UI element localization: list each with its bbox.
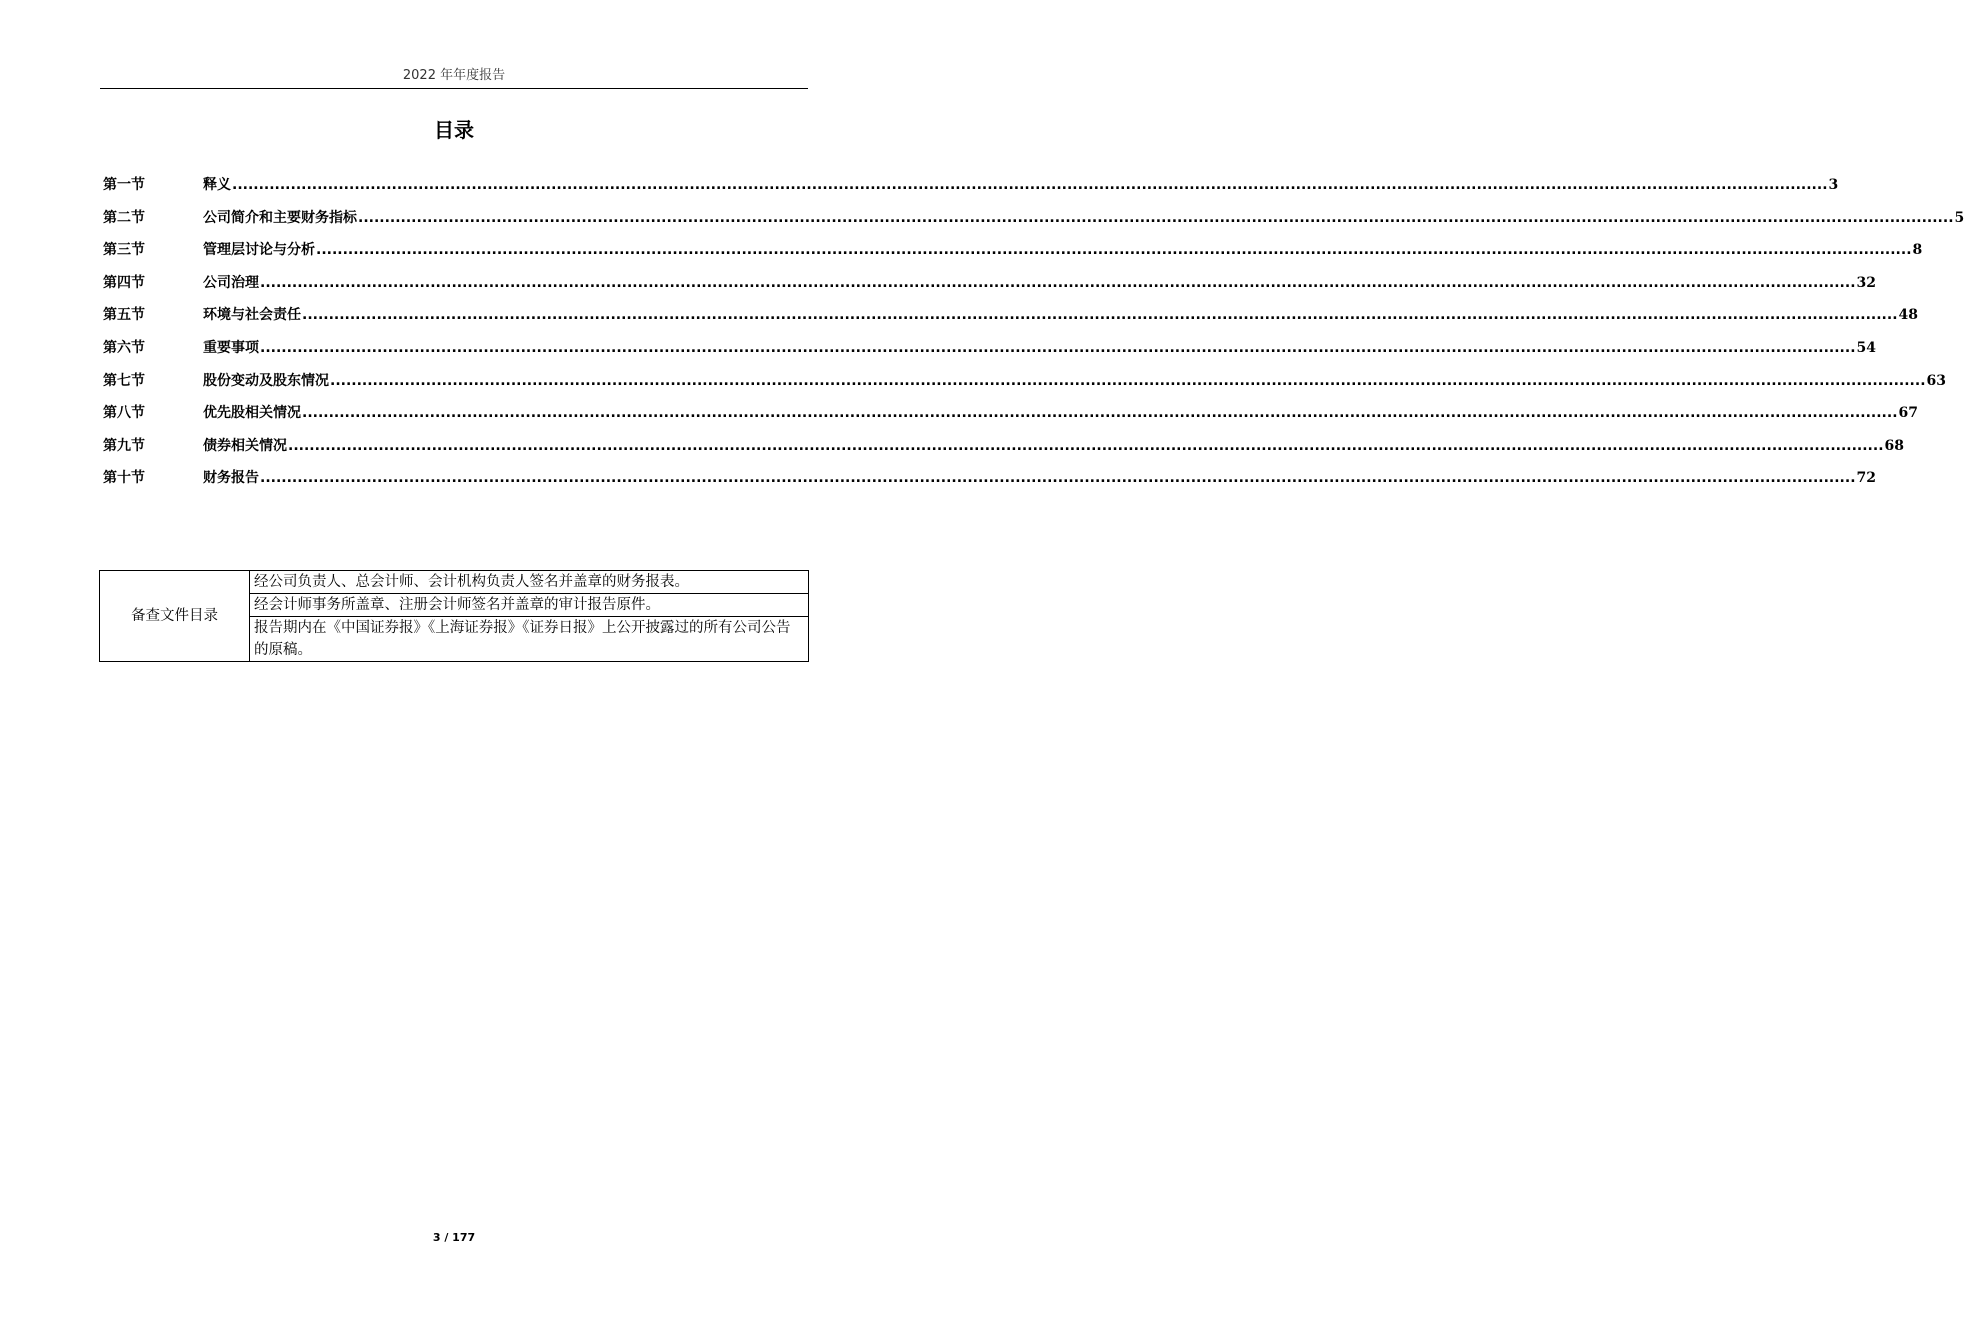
header-rule xyxy=(100,88,808,89)
toc-section-title: 公司治理 xyxy=(203,274,259,291)
toc-leader-dots: ............................................................................................................................................................................................................................................................................................................ xyxy=(358,209,1954,226)
toc-page-number: 3 xyxy=(1828,177,1839,193)
toc-section-title: 释义 xyxy=(203,177,231,193)
toc-entry[interactable] xyxy=(103,304,1918,337)
toc-page-number: 68 xyxy=(1884,437,1904,454)
toc-page-number: 67 xyxy=(1898,405,1918,422)
toc-section-title: 优先股相关情况 xyxy=(203,405,301,422)
toc-section-number: 第四节 xyxy=(103,274,145,291)
toc-entry[interactable] xyxy=(103,239,1923,272)
toc-entry[interactable] xyxy=(103,467,1876,500)
toc-leader-dots: ............................................................................................................................................................................................................................................................................................................ xyxy=(330,372,1926,389)
toc-section-title: 债券相关情况 xyxy=(203,437,287,454)
toc-leader-dots: ............................................................................................................................................................................................................................................................................................................ xyxy=(260,274,1856,291)
reference-doc-item: 报告期内在《中国证券报》《上海证券报》《证券日报》上公开披露过的所有公司公告的原稿。 xyxy=(250,617,809,662)
toc-section-number: 第十节 xyxy=(103,470,145,487)
toc-leader-dots: ............................................................................................................................................................................................................................................................................................................ xyxy=(302,307,1898,324)
toc-entry[interactable] xyxy=(103,174,1839,207)
toc-entry[interactable] xyxy=(103,272,1876,305)
toc-title: 目录 xyxy=(434,118,474,142)
toc-section-number: 第八节 xyxy=(103,405,145,422)
toc-leader-dots: ............................................................................................................................................................................................................................................................................................................ xyxy=(288,437,1884,454)
toc-page-number: 54 xyxy=(1856,339,1876,356)
toc-section-number: 第二节 xyxy=(103,209,145,226)
toc-section-number: 第五节 xyxy=(103,307,145,324)
table-row xyxy=(100,571,809,594)
page-number: 3 / 177 xyxy=(432,1231,476,1244)
toc-section-title: 重要事项 xyxy=(203,339,259,356)
toc-leader-dots: ............................................................................................................................................................................................................................................................................................................ xyxy=(302,405,1898,422)
table-of-contents xyxy=(103,174,1964,500)
toc-entry[interactable] xyxy=(103,370,1946,403)
toc-leader-dots: ............................................................................................................................................................................................................................................................................................................ xyxy=(260,470,1856,487)
toc-page-number: 32 xyxy=(1856,274,1876,291)
reference-docs-label: 备查文件目录 xyxy=(100,571,250,662)
toc-section-number: 第一节 xyxy=(103,177,145,193)
toc-entry[interactable] xyxy=(103,402,1918,435)
toc-page-number: 5 xyxy=(1954,209,1964,226)
toc-section-title: 管理层讨论与分析 xyxy=(203,242,315,259)
reference-doc-item: 经会计师事务所盖章、注册会计师签名并盖章的审计报告原件。 xyxy=(250,594,809,617)
toc-entry[interactable] xyxy=(103,207,1964,240)
toc-section-number: 第六节 xyxy=(103,339,145,356)
reference-doc-item: 经公司负责人、总会计师、会计机构负责人签名并盖章的财务报表。 xyxy=(250,571,809,594)
toc-leader-dots: ............................................................................................................................................................................................................................................................................................................ xyxy=(260,339,1856,356)
toc-section-title: 环境与社会责任 xyxy=(203,307,301,324)
running-header: 2022 年年度报告 xyxy=(402,68,506,83)
toc-page-number: 8 xyxy=(1912,242,1923,259)
reference-documents-table xyxy=(99,570,809,662)
toc-section-title: 公司简介和主要财务指标 xyxy=(203,209,357,226)
toc-section-number: 第九节 xyxy=(103,437,145,454)
toc-leader-dots: ............................................................................................................................................................................................................................................................................................................ xyxy=(316,242,1912,259)
toc-section-number: 第三节 xyxy=(103,242,145,259)
toc-section-title: 财务报告 xyxy=(203,470,259,487)
toc-entry[interactable] xyxy=(103,337,1876,370)
toc-section-title: 股份变动及股东情况 xyxy=(203,372,329,389)
toc-entry[interactable] xyxy=(103,435,1904,468)
toc-page-number: 48 xyxy=(1898,307,1918,324)
toc-section-number: 第七节 xyxy=(103,372,145,389)
toc-page-number: 63 xyxy=(1926,372,1946,389)
toc-page-number: 72 xyxy=(1856,470,1876,487)
toc-leader-dots: ............................................................................................................................................................................................................................................................................................................ xyxy=(232,177,1828,193)
